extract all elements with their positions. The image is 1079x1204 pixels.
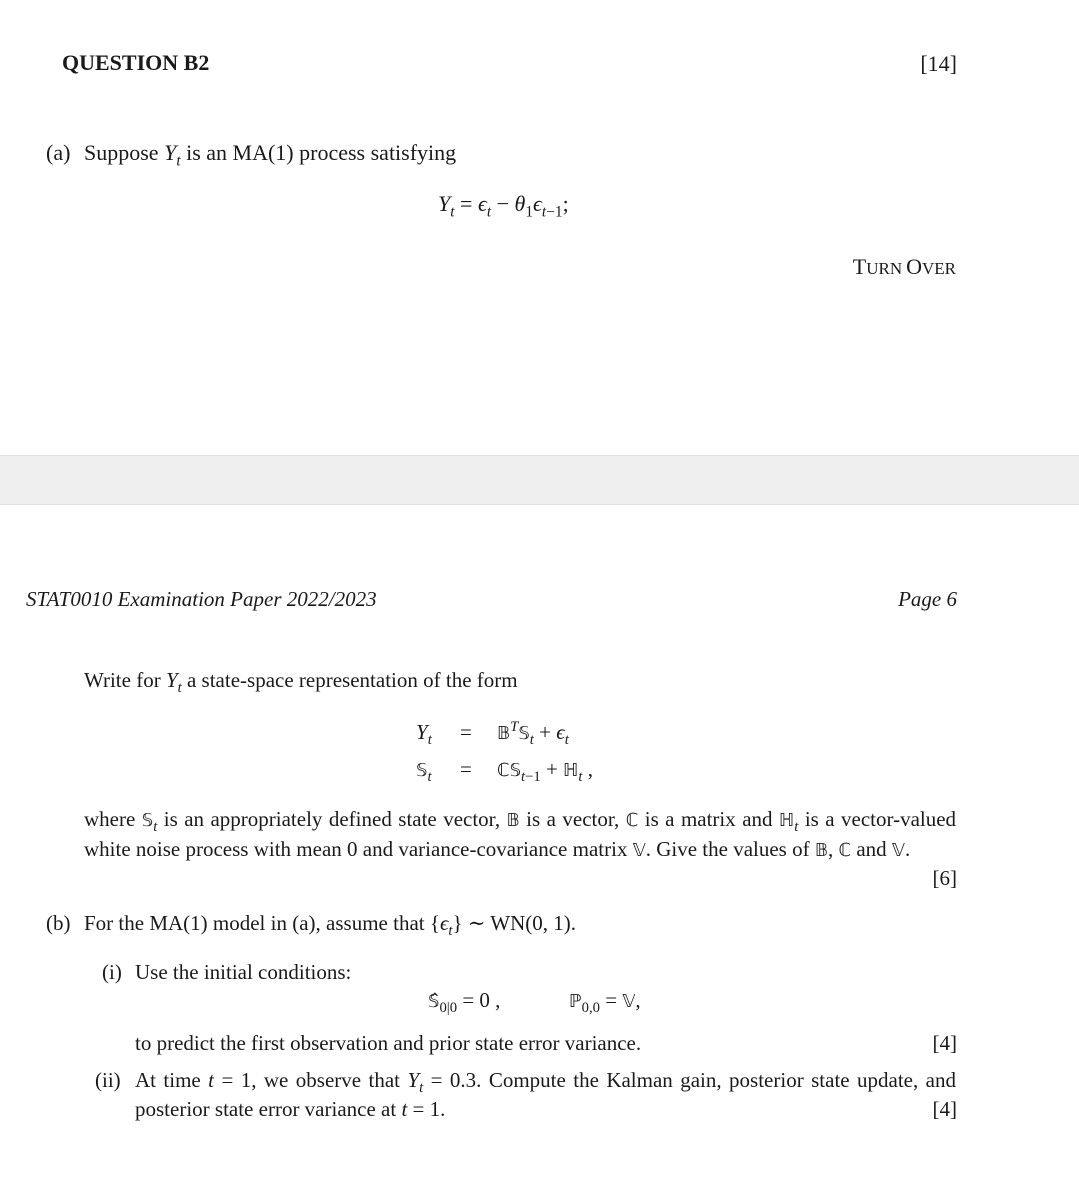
state-space-eq-1: $Y_t$ [416, 720, 432, 749]
part-b-ii-text: At time t = 1, we observe that $Y_t = 0.3$. Compute the Kalman gain, posterior state update, and posterior state error variance at t = 1. [135, 1068, 956, 1121]
question-title: QUESTION B2 [62, 50, 210, 75]
where-paragraph: where 𝕊$_t$ is an appropriately defined state vector, 𝔹 is a vector, ℂ is a matrix and ℍ$_t$ is a vector-valued white noise process with mean 0 and variance-covariance matrix 𝕍. Give the values of 𝔹, ℂ and 𝕍. [84, 807, 957, 861]
exam-page-top [0, 0, 1079, 455]
initial-covariance: ℙ$_{0,0}$ = 𝕍, [569, 988, 641, 1017]
part-b-text: For the MA(1) model in (a), assume that $\{\epsilon_t\}$ ∼ WN(0, 1). [84, 911, 577, 940]
header-left: STAT0010 Examination Paper 2022/2023 [26, 587, 377, 611]
ma1-equation: $Y_t = \epsilon_t - \theta_1\epsilon_{t-1}$; [438, 191, 569, 221]
exam-page-bottom: STAT0010 Examination Paper 2022/2023 Page 6 Write for $Y_t$ a state-space representation of the form $Y_t$ = 𝔹$^T$𝕊$_t$ + $\epsilon_t$ 𝕊$_t$ = ℂ𝕊$_{t-1}$ + ℍ$_t$ , where 𝕊$_t$ is an appropriately defined state vector, 𝔹 is a vector, ℂ is a matrix and ℍ$_t$ is a vector-valued white noise process with mean 0 and variance-covariance matrix 𝕍. Give the values of 𝔹, ℂ and 𝕍. [6] (b) For the MA(1) model in (a), assume that $\{\epsilon_t\}$ ∼ WN(0, 1). (i) Use the initial conditions: $𝕊̂_{0|0} = 0$ , ℙ$_{0,0}$ = 𝕍, to predict the first observation and prior state error variance. [4] (ii) At time t = 1, we observe that $Y_t = 0.3$. Compute the Kalman gain, posterior state update, and posterior state error variance at t = 1. [4] [0, 505, 1079, 1204]
page-separator [0, 455, 1079, 505]
part-b-i-label: (i) [102, 960, 122, 984]
turn-over: TURN OVER [852, 254, 956, 279]
marks-part-b-i: [4] [932, 1031, 957, 1055]
header-page-number: Page 6 [898, 587, 957, 611]
marks-part-a: [6] [932, 866, 957, 890]
initial-conditions: $𝕊̂_{0|0} = 0$ , [428, 988, 501, 1017]
write-state-space-text: Write for $Y_t$ a state-space representation of the form [84, 668, 518, 697]
marks-part-b-ii: [4] [932, 1097, 957, 1121]
part-b-ii-label: (ii) [95, 1068, 121, 1092]
state-space-eq-2: 𝕊$_t$ [416, 760, 432, 786]
part-b-label: (b) [46, 911, 71, 935]
part-b-i-text: Use the initial conditions: [135, 960, 352, 984]
part-b-i-after: to predict the first observation and prior state error variance. [135, 1031, 642, 1055]
part-a-intro: Suppose $Y_t$ is an MA(1) process satisfying [84, 140, 457, 170]
question-marks: [14] [920, 51, 957, 76]
part-a-label: (a) [46, 140, 71, 165]
